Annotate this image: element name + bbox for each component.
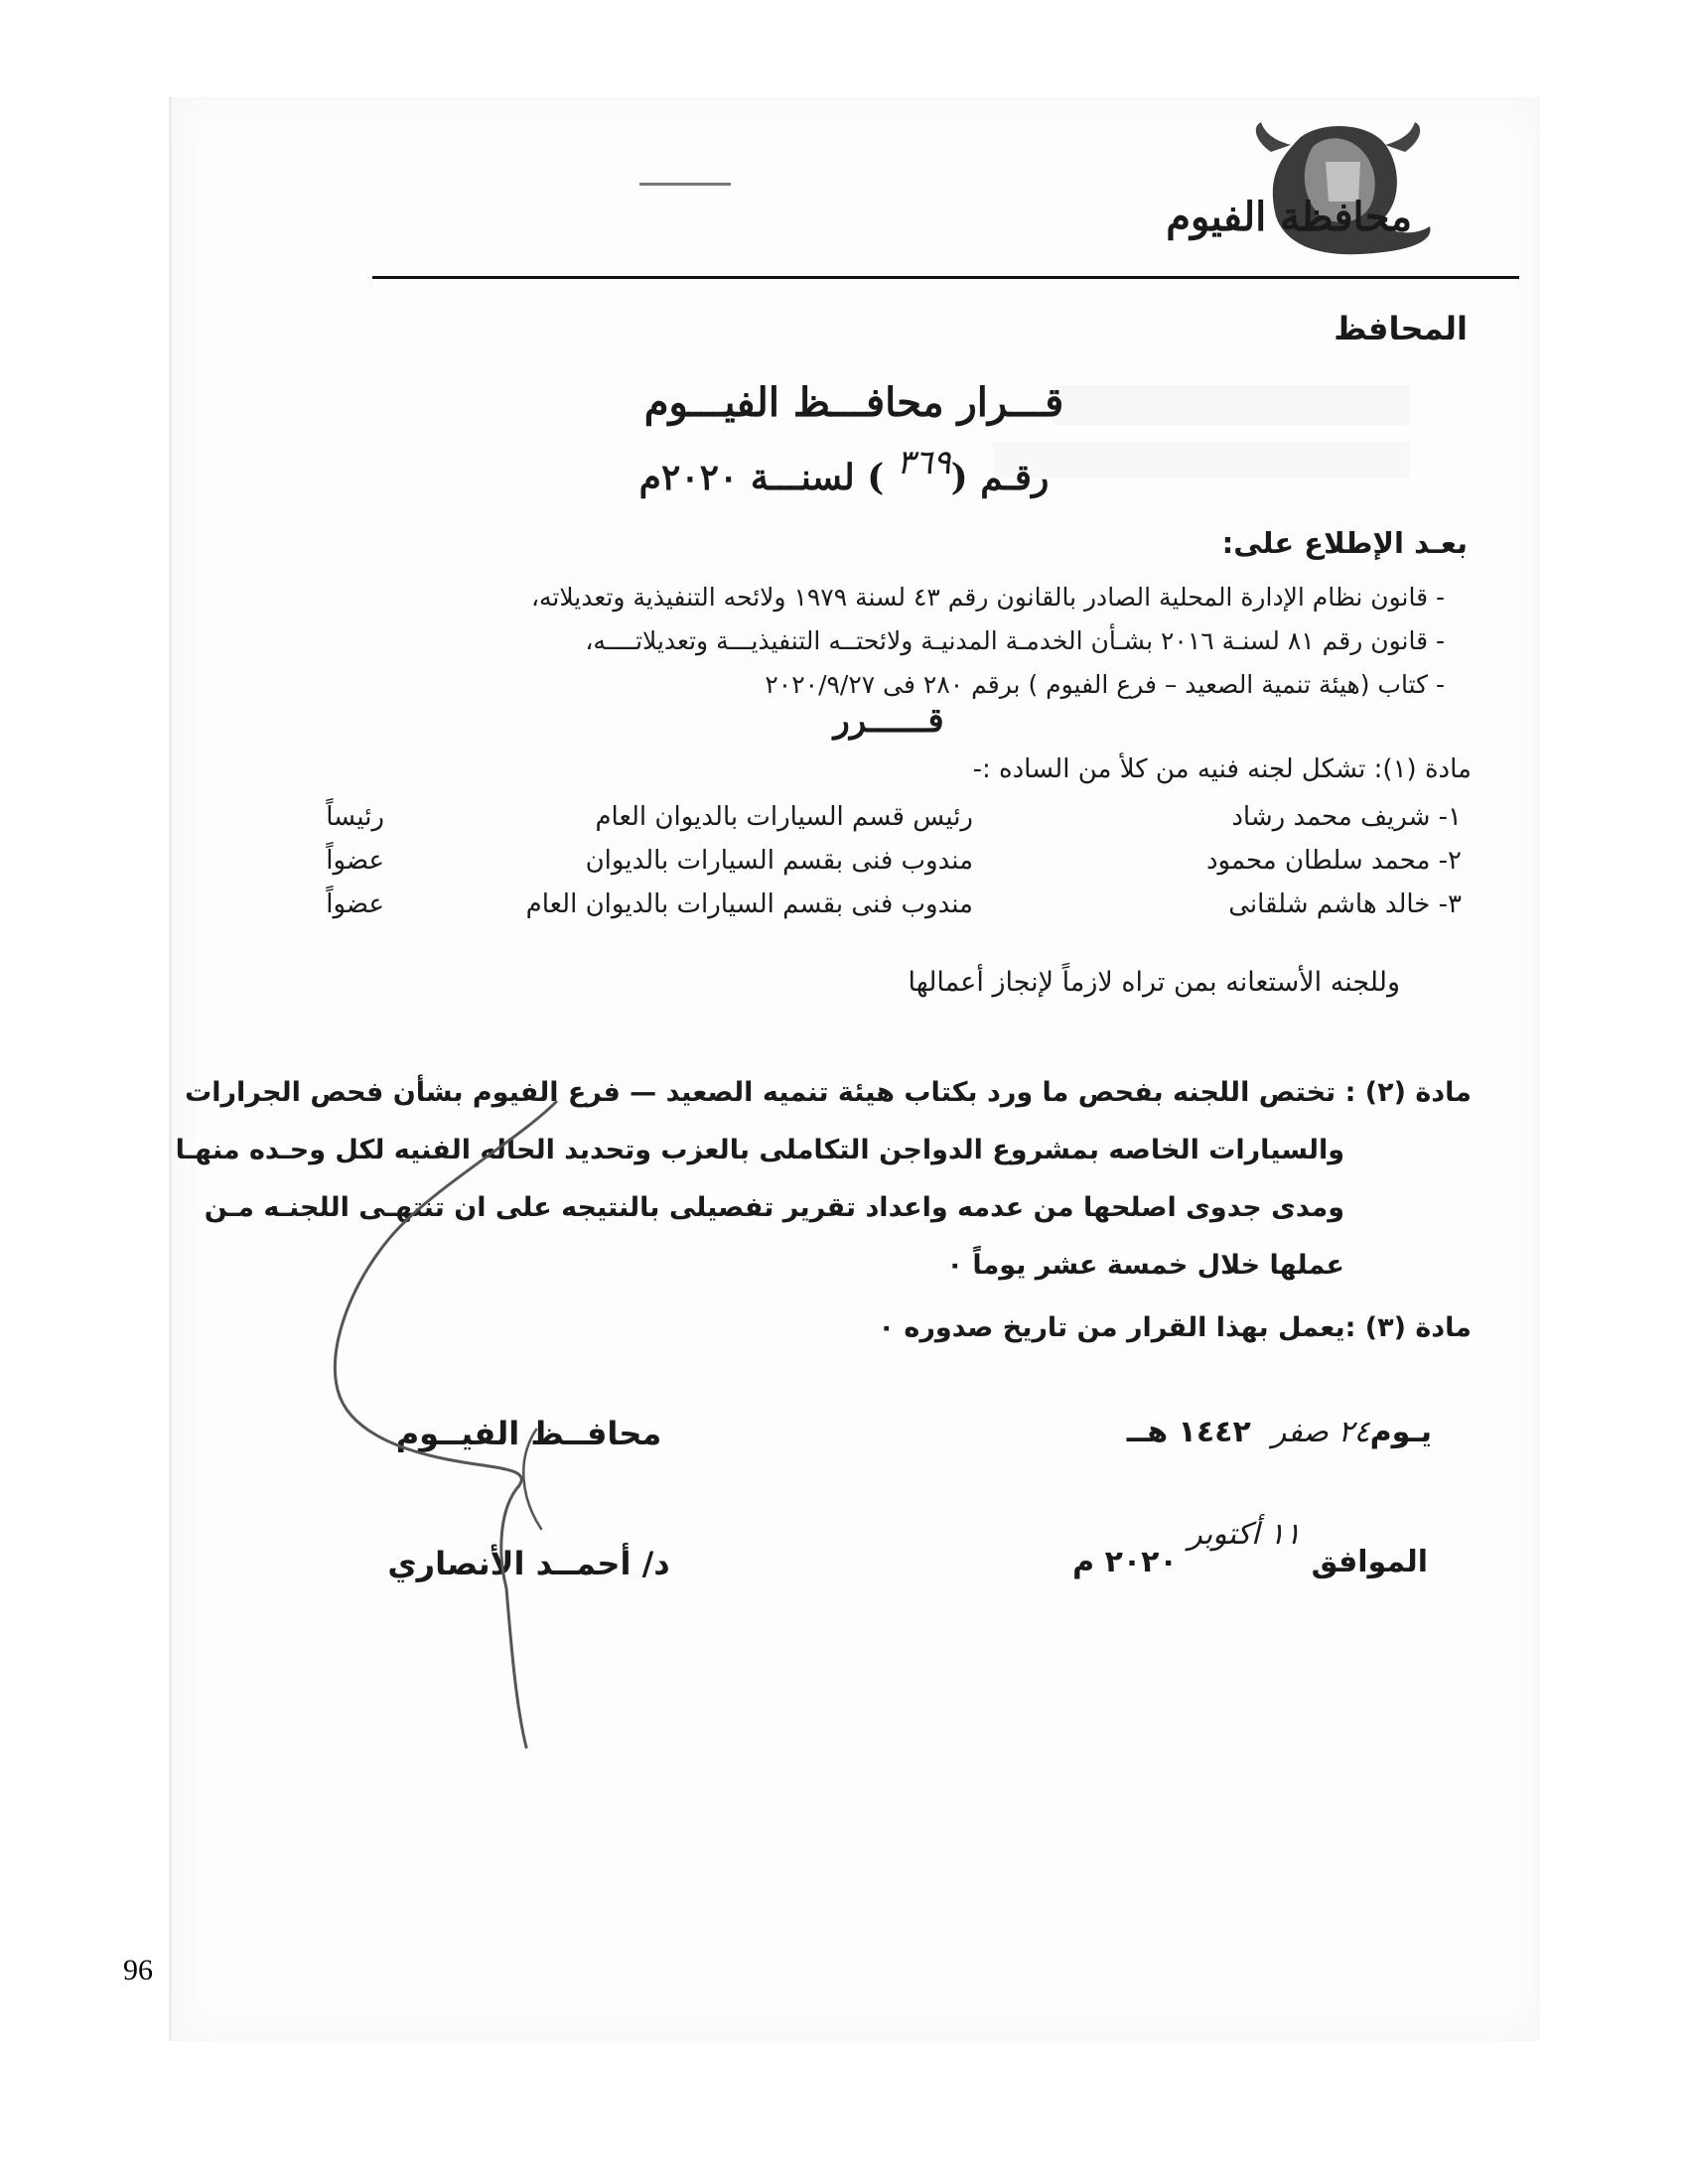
issuer-role: المحافظ xyxy=(1334,310,1468,347)
gregorian-date-handwritten: ١١ أكتوبر xyxy=(1188,1517,1302,1552)
member-position: رئيس قسم السيارات بالديوان العام xyxy=(595,802,973,832)
member-position: مندوب فنى بقسم السيارات بالديوان العام xyxy=(525,889,973,919)
preamble-heading: بعـد الإطلاع على: xyxy=(1221,526,1468,560)
member-role: عضواً xyxy=(326,889,384,919)
member-name: ١- شريف محمد رشاد xyxy=(1231,802,1462,832)
signatory-title: محافــظ الفيــوم xyxy=(395,1415,662,1452)
article-2-line: والسيارات الخاصه بمشروع الدواجن التكاملى بالعزب وتحديد الحاله الفنيه لكل وحـده منهـا xyxy=(175,1135,1344,1165)
support-note: وللجنه الأستعانه بمن تراه لازماً لإنجاز أعمالها xyxy=(908,967,1400,998)
decision-title: قـــرار محافـــظ الفيـــوم xyxy=(643,379,1064,426)
decision-number-suffix: ) لسنـــة ٢٠٢٠م xyxy=(638,457,885,498)
page-number: 96 xyxy=(123,1954,153,1986)
article-2-line: ومدى جدوى اصلحها من عدمه واعداد تقرير تفصيلى بالنتيجه على ان تنتهـى اللجنـه مـن xyxy=(204,1192,1344,1223)
hijri-date-handwritten: ٢٤ صفر xyxy=(1271,1415,1370,1449)
governorate-name: محافظة الفيوم xyxy=(1166,194,1412,240)
preamble-item: - كتاب (هيئة تنمية الصعيد – فرع الفيوم ) برقم ٢٨٠ فى ٢٠٢٠/٩/٢٧ xyxy=(765,670,1445,699)
article-2-line: عملها خلال خمسة عشر يوماً ٠ xyxy=(946,1250,1344,1281)
member-position: مندوب فنى بقسم السيارات بالديوان xyxy=(585,846,973,876)
article-3: مادة (٣) :يعمل بهذا القرار من تاريخ صدوره ٠ xyxy=(878,1312,1472,1343)
article-2-line: مادة (٢) : تختص اللجنه بفحص ما ورد بكتاب هيئة تنميه الصعيد — فرع الفيوم بشأن فحص الجرارات xyxy=(185,1077,1472,1108)
member-name: ٢- محمد سلطان محمود xyxy=(1205,846,1462,876)
article-1: مادة (١): تشكل لجنه فنيه من كلأ من الساده :- xyxy=(972,754,1472,784)
member-name: ٣- خالد هاشم شلقانى xyxy=(1228,889,1462,919)
member-role: رئيساً xyxy=(326,802,384,832)
signatory-name: د/ أحمــد الأنصاري xyxy=(387,1545,670,1582)
hijri-date-prefix: يـوم xyxy=(1369,1415,1432,1449)
hijri-date-year: ١٤٤٢ هــ xyxy=(1126,1415,1251,1449)
member-role: عضواً xyxy=(326,846,384,876)
decision-number-prefix: رقـم ( xyxy=(950,457,1050,498)
decided-label: قــــــرر xyxy=(833,701,944,741)
gregorian-date-year: ٢٠٢٠ م xyxy=(1072,1545,1178,1579)
preamble-item: - قانون رقم ٨١ لسنـة ٢٠١٦ بشـأن الخدمـة المدنيـة ولائحتــه التنفيذيـــة وتعديلاتــــه، xyxy=(585,626,1445,655)
preamble-item: - قانون نظام الإدارة المحلية الصادر بالقانون رقم ٤٣ لسنة ١٩٧٩ ولائحه التنفيذية وتعديلاته، xyxy=(530,583,1445,612)
decision-number-handwritten: ٣٦٩ xyxy=(896,443,951,482)
gregorian-date-prefix: الموافق xyxy=(1311,1545,1428,1579)
